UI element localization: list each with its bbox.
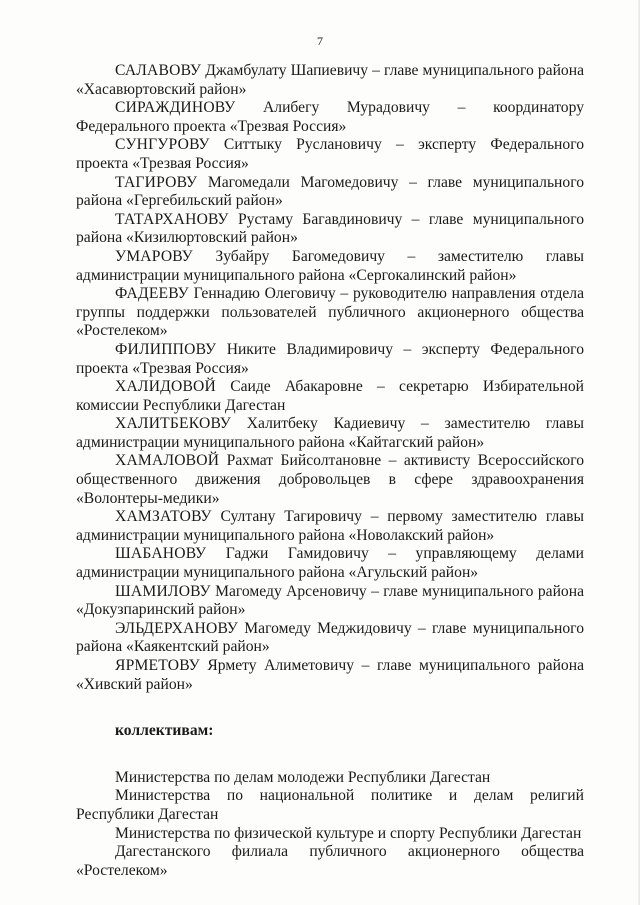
recipient-details: Магомеду Арсеновичу – главе муниципального района «Докузпаринский район»: [76, 582, 584, 619]
recipient-entry: [76, 174, 584, 211]
recipient-details: Султану Тагировичу – первому заместителю главы администрации муниципального района «Новолакский район»: [76, 508, 584, 544]
recipient-surname: ХАЛИДОВОЙ: [115, 378, 216, 396]
organization-item: Министерства по национальной политике и делам религий Республики Дагестан: [76, 787, 584, 823]
recipient-surname: ХАМЗАТОВУ: [115, 508, 212, 526]
recipient-details: Рахмат Бийсолтановне – активисту Всероссийского общественного движения добровольцев в сфере здравоохранения «Волонтеры-медики»: [76, 452, 584, 507]
recipient-details: Саиде Абакаровне – секретарю Избирательной комиссии Республики Дагестан: [76, 378, 584, 414]
award-recipient-list: [76, 62, 584, 694]
recipient-details: Магомеду Меджидовичу – главе муниципального района «Каякентский район»: [76, 619, 584, 656]
recipient-entry: [76, 545, 584, 582]
recipient-surname: САЛАВОВУ: [115, 62, 202, 79]
recipient-surname: ЭЛЬДЕРХАНОВУ: [115, 619, 239, 637]
recipient-details: Рустаму Багавдиновичу – главе муниципального района «Кизилюртовский район»: [76, 210, 584, 247]
recipient-entry: [76, 285, 584, 341]
recipient-entry: [76, 657, 584, 694]
recipient-entry: [76, 99, 584, 136]
recipient-entry: [76, 341, 584, 378]
recipient-surname: ФИЛИППОВУ: [115, 340, 217, 358]
recipient-surname: ШАМИЛОВУ: [115, 582, 211, 600]
recipient-surname: СИРАЖДИНОВУ: [115, 99, 236, 117]
recipient-entry: [76, 136, 584, 173]
recipient-surname: ШАБАНОВУ: [115, 545, 207, 563]
page-number: 7: [317, 34, 323, 48]
recipient-surname: ЯРМЕТОВУ: [115, 657, 200, 674]
recipient-entry: [76, 583, 584, 620]
recipient-surname: ТАТАРХАНОВУ: [115, 210, 229, 228]
recipient-surname: ХАЛИТБЕКОВУ: [115, 415, 232, 433]
recipient-surname: УМАРОВУ: [115, 247, 193, 265]
recipient-entry: [76, 378, 584, 415]
organization-item: Дагестанского филиала публичного акционерного общества «Ростелеком»: [76, 843, 584, 879]
organization-item: Министерства по физической культуре и спорту Республики Дагестан: [115, 824, 582, 842]
recipient-surname: СУНГУРОВУ: [115, 136, 210, 154]
recipient-surname: ТАГИРОВУ: [115, 173, 198, 191]
recipient-details: Алибегу Мурадовичу – координатору Федерального проекта «Трезвая Россия»: [76, 99, 584, 135]
organization-list: [76, 769, 584, 881]
recipient-entry: [76, 248, 584, 285]
organization-item: Министерства по делам молодежи Республики Дагестан: [115, 768, 491, 786]
recipient-surname: ФАДЕЕВУ: [115, 285, 189, 303]
recipient-details: Ситтыку Руслановичу – эксперту Федерального проекта «Трезвая Россия»: [76, 136, 584, 172]
recipient-surname: ХАМАЛОВОЙ: [115, 452, 220, 470]
section-heading: коллективам:: [115, 722, 214, 740]
recipient-entry: [76, 62, 584, 99]
recipient-entry: [76, 211, 584, 248]
recipient-entry: [76, 620, 584, 657]
recipient-details: Зубайру Багомедовичу – заместителю главы администрации муниципального района «Сергокалинский район»: [76, 247, 584, 284]
recipient-details: Никите Владимировичу – эксперту Федерального проекта «Трезвая Россия»: [76, 340, 584, 377]
document-body: [76, 62, 584, 880]
recipient-details: Халитбеку Кадиевичу – заместителю главы администрации муниципального района «Кайтагский район»: [76, 415, 584, 451]
recipient-details: Геннадию Олеговичу – руководителю направления отдела группы поддержки пользователей публичного акционерного общества «Ростелеком»: [76, 285, 584, 340]
recipient-details: Джамбулату Шапиевичу – главе муниципального района «Хасавюртовский район»: [76, 62, 584, 98]
recipient-entry: [76, 415, 584, 452]
recipient-details: Магомедали Магомедовичу – главе муниципального района «Гергебильский район»: [76, 173, 584, 210]
recipient-details: Гаджи Гамидовичу – управляющему делами администрации муниципального района «Агульский район»: [76, 545, 584, 582]
recipient-entry: [76, 452, 584, 508]
recipient-entry: [76, 508, 584, 545]
recipient-details: Ярмету Алиметовичу – главе муниципального района «Хивский район»: [76, 657, 584, 693]
